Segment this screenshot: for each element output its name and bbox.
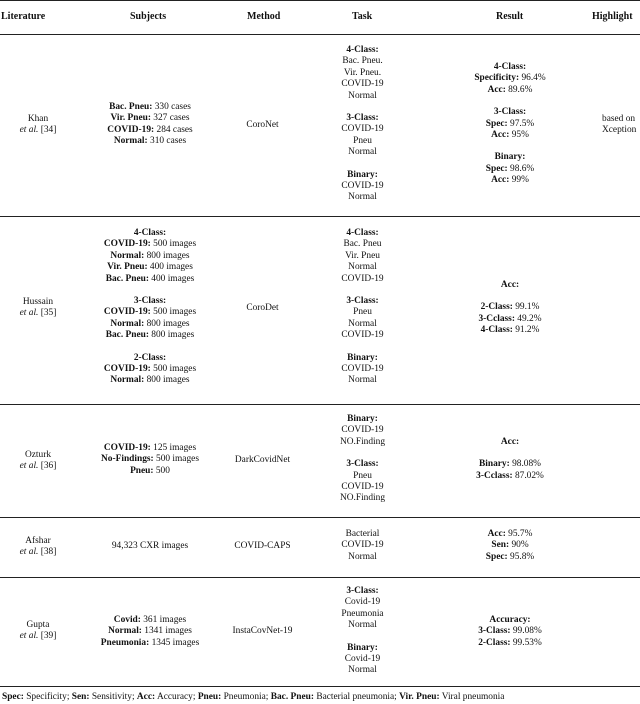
row-result: [440, 529, 580, 563]
literature-ref: et al. [35]: [19, 308, 57, 319]
value-text: 800 images: [144, 318, 190, 329]
value-text: 500 images: [153, 454, 199, 465]
text-line: based on: [602, 114, 636, 124]
bold-label: Spec:: [485, 118, 508, 129]
text-line: [315, 471, 410, 482]
row-subjects: [85, 228, 215, 387]
text-line: [315, 68, 410, 79]
text-line: [85, 307, 215, 318]
bold-label: Bac. Pneu:: [109, 102, 153, 112]
bold-label: Pneu:: [130, 465, 154, 476]
text-line: [315, 251, 410, 262]
row-subjects: [85, 541, 215, 552]
text-line: [315, 170, 410, 181]
value-text: 284 cases: [154, 124, 193, 135]
bold-label: Normal:: [110, 250, 145, 261]
spacer: [315, 159, 410, 170]
text-line: [315, 425, 410, 436]
text-line: [440, 107, 580, 118]
text-line: [315, 597, 410, 608]
text-line: [85, 296, 215, 307]
row-task: [315, 586, 410, 677]
value-text: 95%: [509, 130, 529, 141]
bold-label: 4-Class:: [133, 228, 167, 238]
bold-label: 3-Class:: [346, 459, 379, 470]
value-text: 330 cases: [152, 102, 191, 112]
row-task: [315, 529, 410, 563]
value-text: 125 images: [150, 443, 197, 453]
text-line: [85, 443, 215, 454]
row-task: [315, 414, 410, 505]
bold-label: 4-Class:: [480, 325, 513, 336]
row-task: [315, 228, 410, 387]
text-line: [85, 274, 215, 285]
text-line: [85, 541, 215, 552]
row-divider: [0, 216, 640, 217]
literature-author: Hussain: [22, 297, 54, 307]
bold-label: Acc:: [500, 437, 520, 447]
value-text: COVID-19: [341, 364, 384, 375]
text-line: [315, 147, 410, 158]
value-text: 361 images: [140, 615, 187, 625]
value-text: Normal: [348, 192, 377, 203]
text-line: [315, 375, 410, 386]
bold-label: 2-Class:: [133, 352, 167, 363]
value-text: Normal: [348, 665, 377, 676]
spacer: [315, 448, 410, 459]
bold-label: Accuracy:: [489, 615, 531, 625]
value-text: 96.4%: [519, 73, 546, 84]
value-text: Pneu: [353, 307, 372, 318]
bold-label: Bac. Pneu:: [105, 273, 149, 284]
bold-label: Covid:: [113, 615, 141, 625]
text-line: [85, 113, 215, 124]
text-line: [315, 91, 410, 102]
legend-meaning: Pneumonia;: [221, 692, 271, 702]
text-line: [85, 136, 215, 147]
text-line: [315, 136, 410, 147]
bold-label: 3-Class:: [346, 586, 379, 596]
text-line: [315, 79, 410, 90]
bold-label: Normal:: [113, 136, 148, 147]
value-text: Normal: [348, 620, 377, 631]
text-line: [440, 73, 580, 84]
text-line: [85, 239, 215, 250]
bold-label: 3-Class:: [346, 296, 379, 307]
value-text: COVID-19: [341, 273, 384, 284]
text-line: [315, 228, 410, 239]
bold-label: 3-Cclass:: [476, 470, 513, 481]
value-text: Covid-19: [344, 597, 381, 608]
bold-label: Binary:: [479, 459, 510, 470]
value-text: 800 images: [148, 330, 195, 341]
legend-meaning: Sensitivity;: [89, 692, 137, 702]
legend-abbr: Spec:: [2, 692, 24, 702]
literature-author: Afshar: [25, 536, 51, 546]
text-line: [315, 307, 410, 318]
value-text: 95.8%: [507, 551, 535, 562]
header-method: Method: [247, 11, 281, 22]
row-divider: [0, 517, 640, 518]
text-line: [85, 454, 215, 465]
bold-label: COVID-19:: [103, 443, 151, 453]
text-line: [440, 325, 580, 336]
text-line: [85, 364, 215, 375]
spacer: [315, 632, 410, 643]
legend-abbr: Vir. Pneu:: [399, 692, 440, 702]
text-line: [315, 665, 410, 676]
text-line: [315, 192, 410, 203]
value-text: 95.7%: [505, 529, 533, 539]
text-line: [315, 643, 410, 654]
bold-label: Normal:: [110, 318, 145, 329]
text-line: [440, 626, 580, 637]
value-text: 90%: [509, 540, 529, 551]
bold-label: Acc:: [491, 130, 510, 141]
text-line: [315, 609, 410, 620]
row-method: CoroNet: [246, 120, 279, 130]
bold-label: No-Findings:: [101, 454, 154, 465]
row-result: [440, 437, 580, 482]
table-top-rule: [0, 0, 640, 1]
header-bottom-rule: [0, 34, 640, 35]
text-line: [440, 437, 580, 448]
value-text: 800 images: [144, 250, 190, 261]
bold-label: COVID-19:: [107, 124, 155, 135]
legend-abbr: Bac. Pneu:: [270, 692, 314, 702]
text-line: [85, 251, 215, 262]
text-line: [85, 262, 215, 273]
text-line: [315, 353, 410, 364]
value-text: COVID-19: [341, 540, 384, 551]
value-text: COVID-19: [341, 330, 384, 341]
value-text: 87.02%: [512, 470, 544, 481]
value-text: Pneumonia: [341, 608, 384, 619]
value-text: 49.2%: [514, 313, 542, 324]
text-line: [315, 181, 410, 192]
value-text: 400 images: [148, 273, 195, 284]
value-text: 99.08%: [510, 626, 542, 637]
row-method: InstaCovNet-19: [232, 626, 293, 636]
text-line: [315, 239, 410, 250]
bold-label: Acc:: [491, 175, 510, 186]
text-line: [85, 638, 215, 649]
literature-author: Khan: [27, 114, 49, 124]
text-line: [315, 124, 410, 135]
value-text: 98.6%: [507, 163, 535, 174]
legend-meaning: Specificity;: [23, 692, 72, 702]
row-literature: [8, 114, 68, 137]
text-line: [315, 296, 410, 307]
value-text: Vir. Pneu.: [343, 67, 382, 78]
text-line: [440, 552, 580, 563]
text-line: [315, 529, 410, 540]
row-literature: [8, 536, 68, 559]
header-literature: Literature: [1, 11, 46, 22]
table-bottom-rule: [0, 686, 640, 687]
text-line: [440, 302, 580, 313]
bold-label: COVID-19:: [103, 239, 151, 250]
bold-label: Pneumonia:: [100, 637, 150, 648]
value-text: NO.Finding: [339, 436, 386, 447]
text-line: [440, 638, 580, 649]
value-text: Normal: [348, 551, 377, 562]
text-line: [85, 228, 215, 239]
text-line: [440, 152, 580, 163]
bold-label: Vir. Pneu:: [110, 113, 151, 124]
row-literature: [8, 450, 68, 473]
row-divider: [0, 577, 640, 578]
bold-label: 2-Class:: [480, 302, 513, 313]
legend-abbr: Sen:: [71, 692, 90, 702]
row-result: [440, 62, 580, 187]
et-al-text: et al.: [19, 308, 39, 319]
legend-meaning: Bacterial pneumonia;: [313, 692, 400, 702]
literature-ref: et al. [34]: [19, 125, 57, 136]
text-line: [315, 262, 410, 273]
text-line: [85, 615, 215, 626]
literature-ref: et al. [39]: [19, 631, 57, 642]
literature-ref: et al. [38]: [19, 547, 57, 558]
spacer: [440, 291, 580, 302]
value-text: 99.53%: [510, 637, 542, 648]
bold-label: 3-Class:: [478, 626, 511, 637]
row-literature: [8, 297, 68, 320]
spacer: [440, 448, 580, 459]
value-text: 800 images: [144, 375, 190, 386]
text-line: [440, 280, 580, 291]
bold-label: 4-Class:: [493, 62, 527, 72]
bold-label: Acc:: [500, 280, 520, 290]
spacer: [315, 285, 410, 296]
legend-meaning: Accuracy;: [155, 692, 198, 702]
text-line: [440, 471, 580, 482]
row-method: DarkCovidNet: [234, 455, 291, 465]
et-al-text: et al.: [19, 125, 39, 136]
text-line: Xception: [602, 125, 637, 136]
text-line: [440, 164, 580, 175]
text-line: [440, 314, 580, 325]
text-line: [315, 319, 410, 330]
value-text: Bac. Pneu.: [342, 56, 383, 67]
value-text: 310 cases: [147, 136, 187, 147]
text-line: [315, 482, 410, 493]
value-text: 99.1%: [512, 302, 540, 313]
spacer: [85, 285, 215, 296]
value-text: COVID-19: [341, 79, 384, 90]
value-text: COVID-19: [341, 425, 384, 436]
row-subjects: [85, 102, 215, 148]
spacer: [315, 342, 410, 353]
text-line: [85, 102, 215, 113]
text-line: [440, 130, 580, 141]
text-line: [85, 330, 215, 341]
text-line: [315, 45, 410, 56]
text-line: [315, 274, 410, 285]
value-text: Vir. Pneu: [345, 250, 380, 261]
text-line: [315, 493, 410, 504]
value-text: 1345 images: [149, 637, 200, 648]
bold-label: 4-Class:: [346, 45, 379, 55]
value-text: 91.2%: [512, 325, 540, 336]
spacer: [315, 102, 410, 113]
value-text: NO.Finding: [339, 493, 386, 504]
value-text: Pneu: [353, 135, 372, 146]
spacer: [440, 96, 580, 107]
value-text: COVID-19: [341, 124, 384, 135]
spacer: [440, 141, 580, 152]
text-line: [85, 375, 215, 386]
row-literature: [8, 620, 68, 643]
value-text: 500 images: [150, 239, 197, 250]
value-text: 98.08%: [509, 459, 541, 470]
bold-label: 3-Class:: [493, 107, 527, 118]
value-text: 400 images: [147, 262, 193, 273]
bold-label: Normal:: [110, 375, 145, 386]
text-line: [315, 620, 410, 631]
header-highlight: Highlight: [592, 11, 633, 22]
text-line: [440, 540, 580, 551]
text-line: [315, 113, 410, 124]
text-line: [85, 319, 215, 330]
bold-label: Vir. Pneu:: [107, 262, 148, 273]
bold-label: 2-Class:: [478, 637, 511, 648]
legend-meaning: Viral pneumonia: [439, 692, 505, 702]
bold-label: Specificity:: [474, 73, 520, 84]
spacer: [85, 342, 215, 353]
text-line: [440, 175, 580, 186]
bold-label: 3-Class:: [133, 296, 167, 307]
text-line: [315, 654, 410, 665]
row-task: [315, 45, 410, 204]
value-text: Bacterial: [345, 529, 380, 539]
value-text: COVID-19: [341, 482, 384, 493]
bold-label: 3-Class:: [346, 113, 379, 124]
row-method: COVID-CAPS: [234, 541, 291, 551]
value-text: 1341 images: [141, 626, 192, 637]
bold-label: Spec:: [485, 163, 508, 174]
text-line: [85, 626, 215, 637]
value-text: 327 cases: [150, 113, 190, 124]
row-subjects: [85, 443, 215, 477]
bold-label: Binary:: [494, 152, 526, 163]
row-highlight: [602, 114, 640, 137]
text-line: [315, 552, 410, 563]
bold-label: Acc:: [487, 84, 506, 95]
literature-author: Ozturk: [24, 450, 52, 460]
text-line: [315, 437, 410, 448]
value-text: Normal: [348, 90, 377, 101]
text-line: [440, 459, 580, 470]
text-line: [315, 330, 410, 341]
value-text: Normal: [348, 262, 377, 273]
row-result: [440, 615, 580, 649]
header-subjects: Subjects: [130, 11, 167, 22]
header-task: Task: [352, 11, 373, 22]
row-method: CoroDet: [246, 303, 279, 313]
row-subjects: [85, 615, 215, 649]
bold-label: COVID-19:: [103, 364, 151, 375]
text-line: [440, 119, 580, 130]
text-line: [315, 414, 410, 425]
value-text: 99%: [509, 175, 529, 186]
text-line: [315, 459, 410, 470]
text-line: [85, 353, 215, 364]
value-text: COVID-19: [341, 181, 384, 192]
bold-label: Bac. Pneu:: [105, 330, 149, 341]
bold-label: Acc:: [487, 529, 506, 539]
row-divider: [0, 404, 640, 405]
bold-label: COVID-19:: [103, 307, 151, 318]
text-line: [315, 364, 410, 375]
text-line: [440, 62, 580, 73]
et-al-text: et al.: [19, 547, 39, 558]
abbreviation-legend: [2, 692, 504, 703]
value-text: 89.6%: [505, 84, 533, 95]
literature-ref: et al. [36]: [19, 461, 57, 472]
et-al-text: et al.: [19, 631, 39, 642]
value-text: 500 images: [150, 307, 197, 318]
bold-label: Binary:: [347, 352, 378, 363]
value-text: 500: [153, 465, 170, 476]
bold-label: Sen:: [491, 540, 510, 551]
value-text: 94,323 CXR images: [111, 541, 189, 551]
value-text: Normal: [348, 147, 377, 158]
value-text: Pneu: [353, 470, 372, 481]
value-text: Normal: [348, 318, 377, 329]
text-line: [85, 466, 215, 477]
bold-label: Binary:: [347, 169, 378, 180]
value-text: Normal: [348, 375, 377, 386]
bold-label: Normal:: [108, 626, 142, 637]
value-text: 97.5%: [507, 118, 535, 129]
legend-abbr: Pneu:: [197, 692, 222, 702]
bold-label: 3-Cclass:: [478, 313, 515, 324]
literature-author: Gupta: [26, 620, 50, 630]
value-text: Covid-19: [344, 654, 381, 665]
bold-label: Binary:: [347, 414, 378, 424]
text-line: [85, 125, 215, 136]
text-line: [440, 615, 580, 626]
text-line: [440, 529, 580, 540]
value-text: 500 images: [150, 364, 197, 375]
bold-label: 4-Class:: [346, 228, 379, 238]
text-line: [440, 85, 580, 96]
text-line: [315, 586, 410, 597]
row-result: [440, 280, 580, 337]
text-line: [315, 56, 410, 67]
bold-label: Spec:: [485, 551, 508, 562]
et-al-text: et al.: [19, 461, 39, 472]
text-line: [315, 540, 410, 551]
value-text: Bac. Pneu: [343, 239, 382, 250]
bold-label: Binary:: [347, 642, 378, 653]
legend-abbr: Acc:: [136, 692, 156, 702]
header-result: Result: [496, 11, 524, 22]
